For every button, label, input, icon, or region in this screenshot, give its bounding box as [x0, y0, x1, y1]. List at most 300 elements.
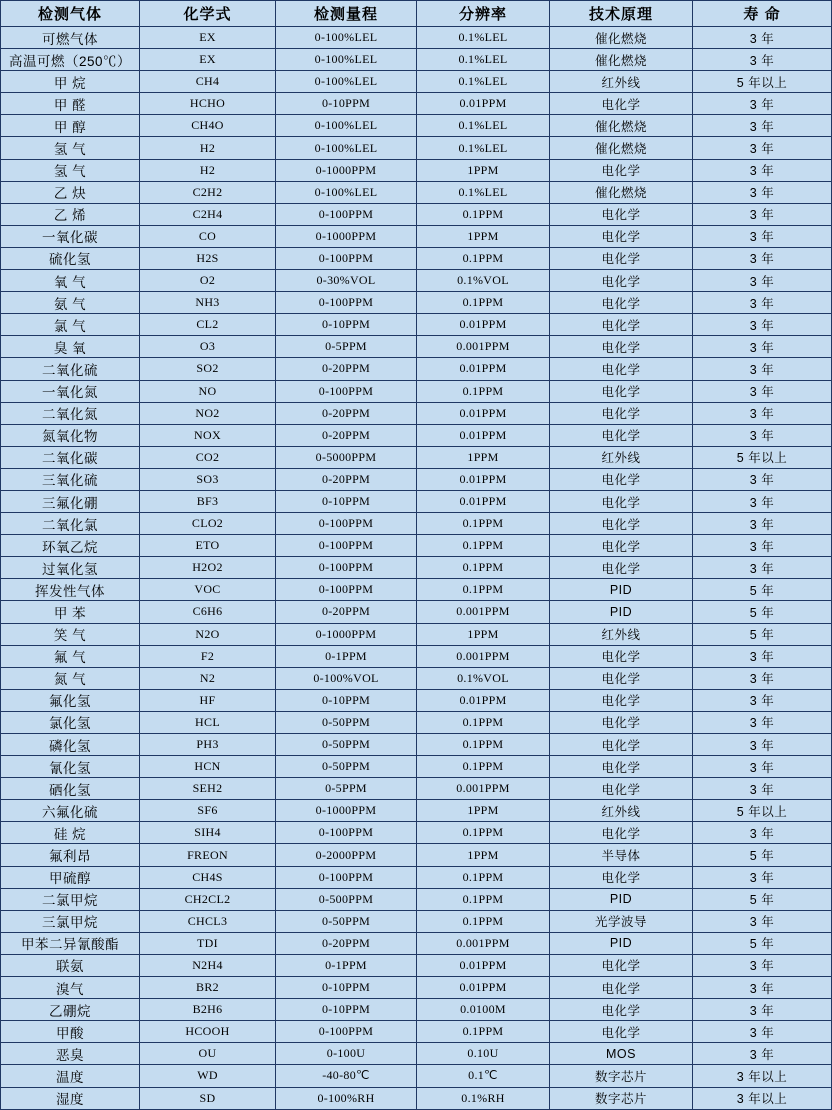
cell-detection-range: 0-50PPM [276, 910, 417, 932]
cell-detection-range: 0-5PPM [276, 778, 417, 800]
cell-detection-range: 0-100%LEL [276, 137, 417, 159]
cell-detection-range: 0-100%LEL [276, 49, 417, 71]
cell-technology: 电化学 [550, 247, 693, 269]
cell-detection-range: 0-100PPM [276, 203, 417, 225]
cell-chemical-formula: N2H4 [140, 954, 276, 976]
cell-resolution: 0.001PPM [417, 601, 550, 623]
cell-detection-range: -40-80℃ [276, 1065, 417, 1087]
cell-detection-range: 0-30%VOL [276, 270, 417, 292]
cell-gas-name: 氧 气 [1, 270, 140, 292]
cell-technology: 电化学 [550, 424, 693, 446]
cell-detection-range: 0-100%LEL [276, 71, 417, 93]
table-body [1, 27, 832, 1110]
cell-gas-name: 笑 气 [1, 623, 140, 645]
cell-chemical-formula: CLO2 [140, 513, 276, 535]
table-row [1, 844, 832, 866]
cell-lifespan: 3 年 [693, 1043, 832, 1065]
cell-chemical-formula: BR2 [140, 977, 276, 999]
cell-detection-range: 0-20PPM [276, 402, 417, 424]
cell-lifespan: 3 年 [693, 93, 832, 115]
cell-gas-name: 甲苯二异氰酸酯 [1, 932, 140, 954]
cell-chemical-formula: CH4 [140, 71, 276, 93]
cell-resolution: 1PPM [417, 446, 550, 468]
cell-lifespan: 3 年 [693, 424, 832, 446]
cell-chemical-formula: H2S [140, 247, 276, 269]
cell-chemical-formula: F2 [140, 645, 276, 667]
cell-detection-range: 0-1000PPM [276, 623, 417, 645]
cell-lifespan: 3 年 [693, 689, 832, 711]
table-row [1, 358, 832, 380]
cell-resolution: 0.01PPM [417, 954, 550, 976]
cell-lifespan: 3 年 [693, 535, 832, 557]
table-row [1, 380, 832, 402]
table-row [1, 424, 832, 446]
table-row [1, 910, 832, 932]
cell-resolution: 0.1PPM [417, 380, 550, 402]
cell-resolution: 0.001PPM [417, 778, 550, 800]
cell-technology: 电化学 [550, 954, 693, 976]
cell-gas-name: 甲酸 [1, 1021, 140, 1043]
cell-resolution: 0.01PPM [417, 314, 550, 336]
cell-chemical-formula: OU [140, 1043, 276, 1065]
table-row [1, 402, 832, 424]
cell-lifespan: 3 年 [693, 756, 832, 778]
table-row [1, 999, 832, 1021]
cell-technology: 电化学 [550, 402, 693, 424]
cell-lifespan: 5 年 [693, 844, 832, 866]
cell-resolution: 0.01PPM [417, 977, 550, 999]
cell-chemical-formula: N2 [140, 667, 276, 689]
cell-detection-range: 0-10PPM [276, 689, 417, 711]
cell-chemical-formula: NH3 [140, 292, 276, 314]
table-row [1, 513, 832, 535]
cell-technology: 电化学 [550, 778, 693, 800]
cell-resolution: 0.1%LEL [417, 27, 550, 49]
cell-detection-range: 0-1PPM [276, 954, 417, 976]
cell-technology: 电化学 [550, 866, 693, 888]
cell-detection-range: 0-1000PPM [276, 225, 417, 247]
cell-technology: 电化学 [550, 557, 693, 579]
table-row [1, 667, 832, 689]
cell-lifespan: 3 年 [693, 910, 832, 932]
cell-gas-name: 恶臭 [1, 1043, 140, 1065]
cell-chemical-formula: O3 [140, 336, 276, 358]
cell-technology: 电化学 [550, 225, 693, 247]
cell-chemical-formula: SD [140, 1087, 276, 1109]
cell-chemical-formula: CH4O [140, 115, 276, 137]
cell-resolution: 0.1PPM [417, 557, 550, 579]
cell-gas-name: 甲 醛 [1, 93, 140, 115]
cell-gas-name: 氨 气 [1, 292, 140, 314]
cell-resolution: 0.1PPM [417, 866, 550, 888]
column-header-chemical-formula: 化学式 [140, 1, 276, 27]
cell-resolution: 0.1PPM [417, 203, 550, 225]
cell-lifespan: 3 年 [693, 977, 832, 999]
cell-resolution: 0.10U [417, 1043, 550, 1065]
cell-detection-range: 0-2000PPM [276, 844, 417, 866]
table-row [1, 292, 832, 314]
table-row [1, 181, 832, 203]
cell-gas-name: 氢 气 [1, 159, 140, 181]
table-row [1, 866, 832, 888]
cell-technology: 电化学 [550, 977, 693, 999]
cell-lifespan: 3 年 [693, 336, 832, 358]
cell-chemical-formula: SEH2 [140, 778, 276, 800]
cell-gas-name: 氮 气 [1, 667, 140, 689]
cell-technology: PID [550, 579, 693, 601]
cell-detection-range: 0-20PPM [276, 468, 417, 490]
column-header-lifespan: 寿 命 [693, 1, 832, 27]
cell-gas-name: 氢 气 [1, 137, 140, 159]
cell-resolution: 0.01PPM [417, 402, 550, 424]
cell-lifespan: 3 年 [693, 557, 832, 579]
cell-technology: PID [550, 601, 693, 623]
cell-gas-name: 甲 苯 [1, 601, 140, 623]
cell-chemical-formula: HCOOH [140, 1021, 276, 1043]
cell-detection-range: 0-100PPM [276, 557, 417, 579]
cell-detection-range: 0-100%RH [276, 1087, 417, 1109]
cell-detection-range: 0-10PPM [276, 93, 417, 115]
cell-gas-name: 氟利昂 [1, 844, 140, 866]
cell-technology: 电化学 [550, 468, 693, 490]
cell-detection-range: 0-1000PPM [276, 800, 417, 822]
cell-detection-range: 0-100PPM [276, 579, 417, 601]
table-row [1, 535, 832, 557]
cell-detection-range: 0-50PPM [276, 756, 417, 778]
cell-gas-name: 二氧化碳 [1, 446, 140, 468]
cell-resolution: 0.1PPM [417, 734, 550, 756]
cell-lifespan: 3 年 [693, 247, 832, 269]
table-row [1, 71, 832, 93]
cell-gas-name: 三氧化硫 [1, 468, 140, 490]
table-row [1, 954, 832, 976]
cell-chemical-formula: C6H6 [140, 601, 276, 623]
table-row [1, 1021, 832, 1043]
cell-detection-range: 0-5PPM [276, 336, 417, 358]
cell-detection-range: 0-1000PPM [276, 159, 417, 181]
cell-gas-name: 高温可燃（250℃） [1, 49, 140, 71]
cell-detection-range: 0-100%LEL [276, 115, 417, 137]
cell-detection-range: 0-20PPM [276, 358, 417, 380]
cell-gas-name: 氮氧化物 [1, 424, 140, 446]
cell-lifespan: 5 年以上 [693, 800, 832, 822]
cell-lifespan: 3 年以上 [693, 1065, 832, 1087]
cell-resolution: 0.1PPM [417, 711, 550, 733]
cell-lifespan: 3 年 [693, 734, 832, 756]
table-row [1, 1065, 832, 1087]
column-header-gas-name: 检测气体 [1, 1, 140, 27]
cell-resolution: 0.001PPM [417, 336, 550, 358]
cell-technology: 电化学 [550, 645, 693, 667]
cell-technology: 红外线 [550, 446, 693, 468]
cell-lifespan: 3 年 [693, 866, 832, 888]
table-row [1, 159, 832, 181]
cell-detection-range: 0-100PPM [276, 247, 417, 269]
cell-lifespan: 3 年 [693, 778, 832, 800]
cell-gas-name: 乙 烯 [1, 203, 140, 225]
table-row [1, 203, 832, 225]
cell-lifespan: 3 年 [693, 645, 832, 667]
cell-gas-name: 溴气 [1, 977, 140, 999]
cell-chemical-formula: C2H2 [140, 181, 276, 203]
cell-lifespan: 3 年 [693, 358, 832, 380]
cell-resolution: 0.1℃ [417, 1065, 550, 1087]
cell-detection-range: 0-100%LEL [276, 27, 417, 49]
cell-chemical-formula: BF3 [140, 490, 276, 512]
column-header-technology: 技术原理 [550, 1, 693, 27]
cell-resolution: 0.001PPM [417, 932, 550, 954]
cell-chemical-formula: EX [140, 27, 276, 49]
table-row [1, 225, 832, 247]
cell-resolution: 1PPM [417, 623, 550, 645]
cell-chemical-formula: NO [140, 380, 276, 402]
cell-gas-name: 过氧化氢 [1, 557, 140, 579]
cell-gas-name: 三氟化硼 [1, 490, 140, 512]
cell-chemical-formula: HF [140, 689, 276, 711]
cell-lifespan: 3 年 [693, 225, 832, 247]
cell-technology: 电化学 [550, 667, 693, 689]
cell-chemical-formula: CL2 [140, 314, 276, 336]
cell-resolution: 0.1%LEL [417, 49, 550, 71]
cell-technology: 电化学 [550, 358, 693, 380]
cell-technology: 电化学 [550, 203, 693, 225]
cell-gas-name: 三氯甲烷 [1, 910, 140, 932]
cell-chemical-formula: CH2CL2 [140, 888, 276, 910]
table-row [1, 822, 832, 844]
column-header-detection-range: 检测量程 [276, 1, 417, 27]
cell-resolution: 1PPM [417, 159, 550, 181]
cell-resolution: 0.1PPM [417, 535, 550, 557]
cell-chemical-formula: SO3 [140, 468, 276, 490]
cell-chemical-formula: VOC [140, 579, 276, 601]
cell-chemical-formula: B2H6 [140, 999, 276, 1021]
cell-technology: 数字芯片 [550, 1087, 693, 1109]
cell-resolution: 0.1PPM [417, 513, 550, 535]
cell-technology: 催化燃烧 [550, 137, 693, 159]
cell-technology: 电化学 [550, 380, 693, 402]
cell-resolution: 0.1%LEL [417, 181, 550, 203]
cell-technology: 电化学 [550, 513, 693, 535]
cell-chemical-formula: CO2 [140, 446, 276, 468]
table-row [1, 1087, 832, 1109]
cell-lifespan: 5 年以上 [693, 71, 832, 93]
cell-detection-range: 0-100PPM [276, 292, 417, 314]
cell-lifespan: 5 年以上 [693, 446, 832, 468]
cell-lifespan: 3 年 [693, 402, 832, 424]
cell-resolution: 0.0100M [417, 999, 550, 1021]
cell-lifespan: 3 年 [693, 999, 832, 1021]
cell-gas-name: 二氧化氯 [1, 513, 140, 535]
cell-resolution: 0.1PPM [417, 1021, 550, 1043]
cell-resolution: 1PPM [417, 800, 550, 822]
cell-resolution: 0.1%VOL [417, 270, 550, 292]
cell-chemical-formula: H2 [140, 159, 276, 181]
cell-detection-range: 0-500PPM [276, 888, 417, 910]
table-row [1, 490, 832, 512]
cell-gas-name: 甲 烷 [1, 71, 140, 93]
cell-resolution: 0.1%VOL [417, 667, 550, 689]
cell-lifespan: 3 年 [693, 270, 832, 292]
cell-chemical-formula: H2 [140, 137, 276, 159]
table-row [1, 468, 832, 490]
cell-resolution: 1PPM [417, 844, 550, 866]
cell-gas-name: 乙硼烷 [1, 999, 140, 1021]
cell-chemical-formula: CO [140, 225, 276, 247]
cell-technology: PID [550, 932, 693, 954]
cell-technology: 红外线 [550, 623, 693, 645]
table-row [1, 336, 832, 358]
cell-detection-range: 0-100PPM [276, 822, 417, 844]
cell-chemical-formula: NO2 [140, 402, 276, 424]
cell-resolution: 0.1PPM [417, 910, 550, 932]
cell-gas-name: 可燃气体 [1, 27, 140, 49]
cell-technology: 催化燃烧 [550, 49, 693, 71]
cell-chemical-formula: SF6 [140, 800, 276, 822]
cell-lifespan: 5 年 [693, 623, 832, 645]
cell-gas-name: 六氟化硫 [1, 800, 140, 822]
table-row [1, 623, 832, 645]
cell-lifespan: 3 年 [693, 292, 832, 314]
table-row [1, 689, 832, 711]
cell-chemical-formula: C2H4 [140, 203, 276, 225]
cell-technology: 电化学 [550, 1021, 693, 1043]
cell-detection-range: 0-10PPM [276, 314, 417, 336]
table-row [1, 270, 832, 292]
cell-technology: 红外线 [550, 800, 693, 822]
table-row [1, 711, 832, 733]
cell-technology: 催化燃烧 [550, 115, 693, 137]
cell-lifespan: 3 年 [693, 181, 832, 203]
cell-lifespan: 3 年 [693, 667, 832, 689]
cell-resolution: 0.001PPM [417, 645, 550, 667]
cell-lifespan: 5 年 [693, 888, 832, 910]
cell-resolution: 0.01PPM [417, 689, 550, 711]
cell-gas-name: 磷化氢 [1, 734, 140, 756]
cell-lifespan: 3 年 [693, 490, 832, 512]
table-row [1, 932, 832, 954]
cell-technology: 电化学 [550, 270, 693, 292]
cell-resolution: 0.1%LEL [417, 137, 550, 159]
cell-technology: 电化学 [550, 159, 693, 181]
cell-technology: 电化学 [550, 292, 693, 314]
cell-detection-range: 0-100PPM [276, 380, 417, 402]
cell-resolution: 0.1%RH [417, 1087, 550, 1109]
table-row [1, 778, 832, 800]
cell-technology: 电化学 [550, 535, 693, 557]
cell-gas-name: 硒化氢 [1, 778, 140, 800]
cell-lifespan: 3 年 [693, 49, 832, 71]
table-row [1, 888, 832, 910]
cell-gas-name: 一氧化碳 [1, 225, 140, 247]
cell-resolution: 0.01PPM [417, 93, 550, 115]
cell-resolution: 0.1PPM [417, 756, 550, 778]
cell-detection-range: 0-100PPM [276, 1021, 417, 1043]
table-row [1, 1043, 832, 1065]
cell-gas-name: 二氯甲烷 [1, 888, 140, 910]
cell-technology: 半导体 [550, 844, 693, 866]
cell-lifespan: 3 年 [693, 468, 832, 490]
cell-gas-name: 氯 气 [1, 314, 140, 336]
cell-technology: 电化学 [550, 822, 693, 844]
cell-technology: 电化学 [550, 93, 693, 115]
cell-technology: 红外线 [550, 71, 693, 93]
cell-lifespan: 3 年 [693, 203, 832, 225]
cell-chemical-formula: ETO [140, 535, 276, 557]
cell-chemical-formula: SIH4 [140, 822, 276, 844]
cell-lifespan: 3 年 [693, 380, 832, 402]
cell-technology: 电化学 [550, 734, 693, 756]
cell-resolution: 0.1PPM [417, 247, 550, 269]
cell-technology: 催化燃烧 [550, 181, 693, 203]
table-row [1, 115, 832, 137]
cell-gas-name: 氟化氢 [1, 689, 140, 711]
cell-resolution: 0.01PPM [417, 358, 550, 380]
table-row [1, 27, 832, 49]
cell-chemical-formula: PH3 [140, 734, 276, 756]
cell-lifespan: 5 年 [693, 601, 832, 623]
cell-resolution: 0.1%LEL [417, 71, 550, 93]
table-row [1, 601, 832, 623]
cell-gas-name: 二氧化氮 [1, 402, 140, 424]
cell-chemical-formula: WD [140, 1065, 276, 1087]
cell-detection-range: 0-100U [276, 1043, 417, 1065]
table-row [1, 734, 832, 756]
cell-technology: 电化学 [550, 711, 693, 733]
cell-chemical-formula: TDI [140, 932, 276, 954]
table-header [1, 1, 832, 27]
cell-technology: 电化学 [550, 314, 693, 336]
cell-resolution: 1PPM [417, 225, 550, 247]
table-row [1, 557, 832, 579]
cell-gas-name: 一氧化氮 [1, 380, 140, 402]
cell-resolution: 0.1PPM [417, 822, 550, 844]
cell-detection-range: 0-50PPM [276, 711, 417, 733]
cell-gas-name: 臭 氧 [1, 336, 140, 358]
cell-lifespan: 3 年 [693, 159, 832, 181]
cell-lifespan: 5 年 [693, 932, 832, 954]
table-row [1, 446, 832, 468]
cell-gas-name: 甲硫醇 [1, 866, 140, 888]
cell-chemical-formula: N2O [140, 623, 276, 645]
cell-detection-range: 0-10PPM [276, 999, 417, 1021]
cell-technology: 光学波导 [550, 910, 693, 932]
table-row [1, 137, 832, 159]
cell-lifespan: 3 年 [693, 513, 832, 535]
cell-chemical-formula: H2O2 [140, 557, 276, 579]
cell-lifespan: 3 年 [693, 954, 832, 976]
table-row [1, 645, 832, 667]
cell-detection-range: 0-100%VOL [276, 667, 417, 689]
table-row [1, 247, 832, 269]
cell-technology: 电化学 [550, 490, 693, 512]
cell-resolution: 0.1PPM [417, 888, 550, 910]
cell-lifespan: 3 年 [693, 1021, 832, 1043]
cell-lifespan: 5 年 [693, 579, 832, 601]
cell-detection-range: 0-50PPM [276, 734, 417, 756]
cell-resolution: 0.01PPM [417, 490, 550, 512]
cell-detection-range: 0-20PPM [276, 932, 417, 954]
cell-chemical-formula: CHCL3 [140, 910, 276, 932]
cell-chemical-formula: NOX [140, 424, 276, 446]
cell-chemical-formula: HCL [140, 711, 276, 733]
table-row [1, 49, 832, 71]
cell-resolution: 0.1%LEL [417, 115, 550, 137]
cell-gas-name: 湿度 [1, 1087, 140, 1109]
cell-lifespan: 3 年 [693, 314, 832, 336]
cell-gas-name: 甲 醇 [1, 115, 140, 137]
cell-detection-range: 0-100%LEL [276, 181, 417, 203]
cell-resolution: 0.1PPM [417, 292, 550, 314]
